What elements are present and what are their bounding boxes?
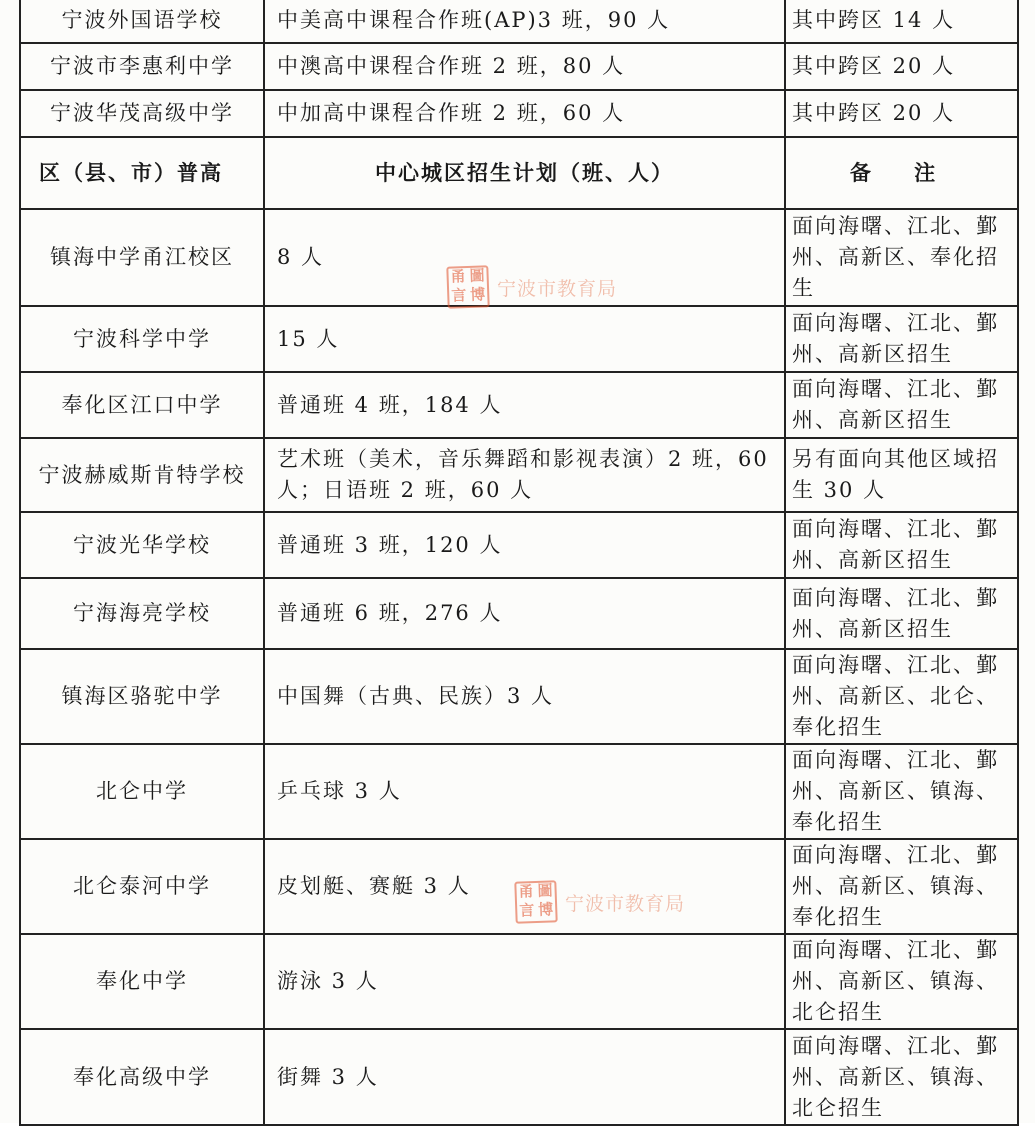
- note-cell: 其中跨区 14 人: [785, 0, 1018, 43]
- table-row: [20, 438, 1018, 512]
- table-row: [20, 0, 1018, 43]
- plan-cell: 8 人: [264, 209, 785, 306]
- table-row: [20, 578, 1018, 649]
- school-cell: 北仑泰河中学: [20, 839, 264, 934]
- school-cell: 北仑中学: [20, 744, 264, 839]
- school-cell: 宁波华茂高级中学: [20, 90, 264, 137]
- table-row: [20, 649, 1018, 744]
- plan-cell: 皮划艇、赛艇 3 人: [264, 839, 785, 934]
- note-cell: 面向海曙、江北、鄞州、高新区、北仑、奉化招生: [785, 649, 1018, 744]
- plan-cell: 普通班 4 班，184 人: [264, 372, 785, 438]
- table-row: [20, 43, 1018, 90]
- note-cell: 面向海曙、江北、鄞州、高新区、镇海、奉化招生: [785, 744, 1018, 839]
- plan-cell: 中国舞（古典、民族）3 人: [264, 649, 785, 744]
- plan-cell: 中美高中课程合作班(AP)3 班，90 人: [264, 0, 785, 43]
- watermark-text: 宁波市教育局: [565, 892, 686, 915]
- watermark-text: 宁波市教育局: [497, 277, 618, 300]
- school-cell: 宁波外国语学校: [20, 0, 264, 43]
- note-cell: 面向海曙、江北、鄞州、高新区招生: [785, 306, 1018, 372]
- plan-cell: 艺术班（美术，音乐舞蹈和影视表演）2 班，60 人；日语班 2 班，60 人: [264, 438, 785, 512]
- plan-cell: 普通班 6 班，276 人: [264, 578, 785, 649]
- school-cell: 奉化区江口中学: [20, 372, 264, 438]
- note-cell: 面向海曙、江北、鄞州、高新区、奉化招生: [785, 209, 1018, 306]
- watermark-seal-icon: 甬 圖 言 博: [446, 265, 489, 308]
- school-cell: 镇海中学甬江校区: [20, 209, 264, 306]
- note-cell: 面向海曙、江北、鄞州、高新区、镇海、奉化招生: [785, 839, 1018, 934]
- table-row: [20, 372, 1018, 438]
- plan-cell: 中澳高中课程合作班 2 班，80 人: [264, 43, 785, 90]
- plan-cell: 15 人: [264, 306, 785, 372]
- note-cell: 另有面向其他区域招生 30 人: [785, 438, 1018, 512]
- table-row: [20, 934, 1018, 1029]
- note-cell: 面向海曙、江北、鄞州、高新区、镇海、北仑招生: [785, 1029, 1018, 1125]
- plan-cell: 普通班 3 班，120 人: [264, 512, 785, 578]
- school-cell: 宁波光华学校: [20, 512, 264, 578]
- table-row: [20, 744, 1018, 839]
- note-cell: 面向海曙、江北、鄞州、高新区招生: [785, 512, 1018, 578]
- watermark-seal-icon: 甬 圖 言 博: [514, 880, 557, 923]
- school-cell: 宁波科学中学: [20, 306, 264, 372]
- table-header-row: [20, 137, 1018, 209]
- watermark: [447, 266, 617, 308]
- plan-cell: 中加高中课程合作班 2 班，60 人: [264, 90, 785, 137]
- header-enrollment-plan: 中心城区招生计划（班、人）: [264, 137, 785, 209]
- header-notes: 备 注: [785, 137, 1018, 209]
- watermark: [515, 881, 685, 923]
- plan-cell: 街舞 3 人: [264, 1029, 785, 1125]
- note-cell: 面向海曙、江北、鄞州、高新区招生: [785, 578, 1018, 649]
- table-row: [20, 1029, 1018, 1125]
- school-cell: 宁波市李惠利中学: [20, 43, 264, 90]
- plan-cell: 游泳 3 人: [264, 934, 785, 1029]
- school-cell: 奉化高级中学: [20, 1029, 264, 1125]
- school-cell: 奉化中学: [20, 934, 264, 1029]
- table-row: [20, 90, 1018, 137]
- school-cell: 镇海区骆驼中学: [20, 649, 264, 744]
- table-row: [20, 306, 1018, 372]
- note-cell: 面向海曙、江北、鄞州、高新区招生: [785, 372, 1018, 438]
- enrollment-table: [19, 0, 1019, 1126]
- header-district-schools: 区（县、市）普高: [20, 137, 264, 209]
- school-cell: 宁波赫威斯肯特学校: [20, 438, 264, 512]
- school-cell: 宁海海亮学校: [20, 578, 264, 649]
- table-row: [20, 512, 1018, 578]
- plan-cell: 乒乓球 3 人: [264, 744, 785, 839]
- note-cell: 其中跨区 20 人: [785, 90, 1018, 137]
- note-cell: 其中跨区 20 人: [785, 43, 1018, 90]
- note-cell: 面向海曙、江北、鄞州、高新区、镇海、北仑招生: [785, 934, 1018, 1029]
